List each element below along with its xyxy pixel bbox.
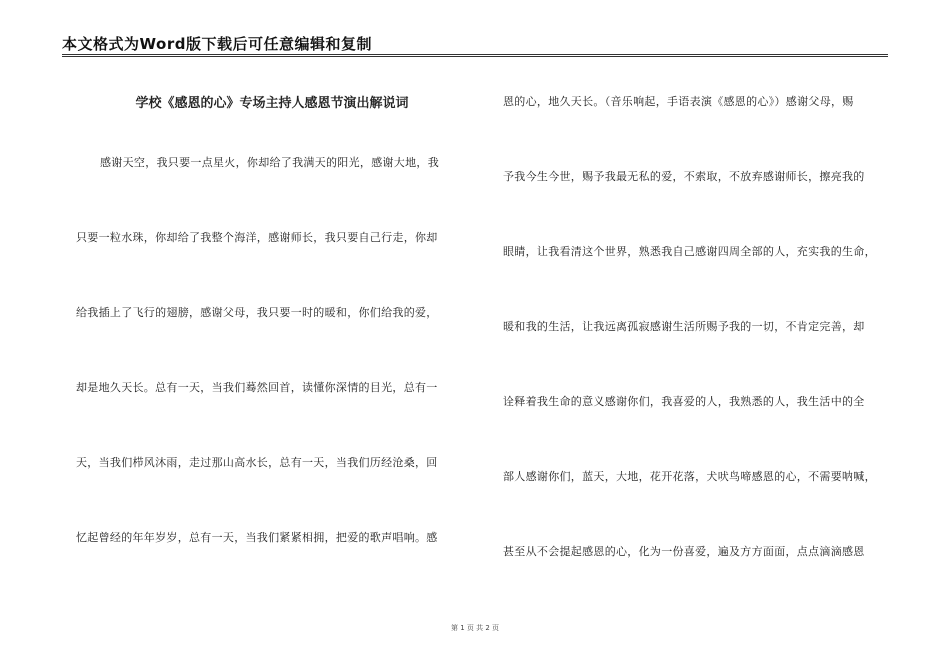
text-line: 恩的心，地久天长。（音乐响起，手语表演《感恩的心》）感谢父母，赐 — [503, 95, 854, 108]
text-line: 感谢天空，我只要一点星火，你却给了我满天的阳光，感谢大地，我 — [100, 156, 439, 169]
document-title: 学校《感恩的心》专场主持人感恩节演出解说词 — [135, 96, 409, 111]
text-line: 给我插上了飞行的翅膀，感谢父母，我只要一时的暖和，你们给我的爱， — [76, 306, 438, 319]
document-banner: 本文格式为Word版下载后可任意编辑和复制 — [62, 35, 372, 53]
text-line: 却是地久天长。总有一天，当我们蓦然回首，读懂你深情的目光，总有一 — [76, 381, 438, 394]
text-line: 甚至从不会提起感恩的心，化为一份喜爱，遍及方方面面，点点滴滴感恩 — [503, 545, 865, 558]
text-line: 忆起曾经的年年岁岁，总有一天，当我们紧紧相拥，把爱的歌声唱响。感 — [76, 531, 438, 544]
page-number: 第 1 页 共 2 页 — [450, 624, 500, 632]
header-divider-secondary — [62, 56, 888, 57]
text-line: 诠释着我生命的意义感谢你们，我喜爱的人，我熟悉的人，我生活中的全 — [503, 395, 865, 408]
header-divider — [62, 54, 888, 55]
text-line: 部人感谢你们，蓝天，大地，花开花落，犬吠鸟啼感恩的心，不需要呐喊， — [503, 470, 876, 483]
text-line: 天，当我们栉风沐雨，走过那山高水长，总有一天，当我们历经沧桑，回 — [76, 456, 438, 469]
text-line: 予我今生今世，赐予我最无私的爱，不索取，不放弃感谢师长，擦亮我的 — [503, 170, 865, 183]
text-line: 眼睛，让我看清这个世界，熟悉我自己感谢四周全部的人，充实我的生命， — [503, 245, 876, 258]
text-line: 只要一粒水珠，你却给了我整个海洋，感谢师长，我只要自己行走，你却 — [76, 231, 438, 244]
text-line: 暖和我的生活，让我远离孤寂感谢生活所赐予我的一切，不肯定完善，却 — [503, 320, 865, 333]
